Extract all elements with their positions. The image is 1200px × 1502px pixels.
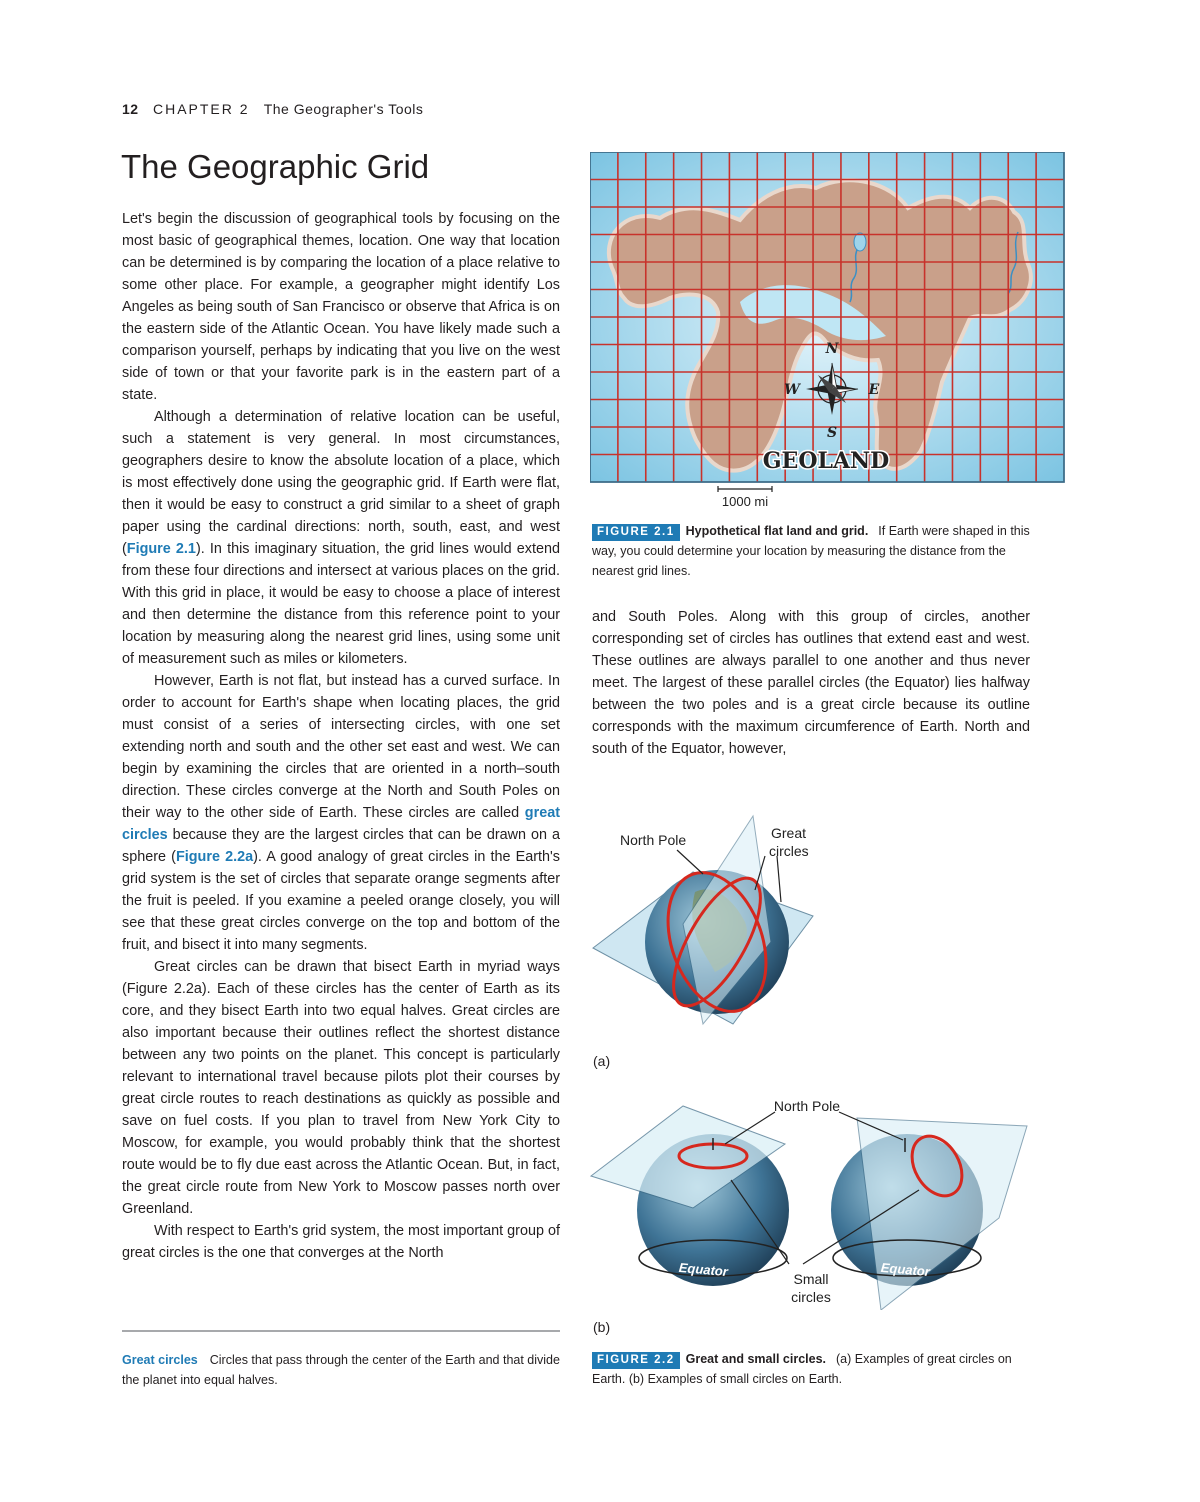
compass-s: S (826, 425, 838, 441)
figure-2-1-caption (592, 521, 1032, 581)
main-text-column (122, 208, 560, 1264)
paragraph-2: Although a determination of relative location can be useful, such a statement is very general. In most circumstances, geographers desire to know the absolute location of a place, which is most effectively done using the geographic grid. If Earth were flat, then it would be easy to construct a grid similar to a sheet of graph paper using the cardinal directions: north, south, east, and west (Figure 2.1). In this imaginary situation, the grid lines would extend from these four directions and intersect at various places on the grid. With this grid in place, it would be easy to choose a place of interest and then determine the distance from this reference point to your location by measuring along the nearest grid lines, using some unit of measurement such as miles or kilometers. (122, 409, 560, 667)
glossary-entry (122, 1350, 560, 1390)
paragraph-1: Let's begin the discussion of geographical tools by focusing on the most basic of geographical themes, location. One way that location can be determined is by comparing the location of a place relative to some other place. For example, a geographer might identify Los Angeles as being south of San Francisco or observe that Africa is on the eastern side of the Atlantic Ocean. You have likely made such a comparison yourself, perhaps by indicating that you live on the west side of town or that your favorite park is in the eastern part of a state. (122, 211, 560, 403)
small-label-line1: Small (793, 1271, 829, 1287)
figure-2-2-label: FIGURE 2.2 (592, 1352, 680, 1369)
small-label-line2: circles (791, 1289, 831, 1305)
plane-right (857, 1118, 1027, 1310)
scale-bar (718, 486, 772, 492)
running-header (122, 101, 423, 117)
figure-2-2-caption (592, 1349, 1032, 1389)
great-label-line1: Great (771, 825, 807, 841)
small-circles-globes (585, 1090, 1035, 1310)
compass-e: E (868, 382, 880, 398)
paragraph-4: Great circles can be drawn that bisect Earth in myriad ways (Figure 2.2a). Each of these circles has the center of Earth as its core, and they bisect Earth into two equal halves. Great circles are also important because their outlines reflect the shortest distance between any two points on the planet. This concept is particularly relevant to international travel because pilots plot their courses by great circle routes to reach destinations as quickly as possible and save on fuel costs. If you plan to travel from New York City to Moscow, for example, you would probably think that the shortest route would be to fly due east across the Atlantic Ocean. But, in fact, the great circle route from New York to Moscow passes north over Greenland. (122, 959, 560, 1217)
geoland-map (590, 152, 1066, 512)
panel-a-label: (a) (593, 1053, 611, 1069)
glossary-divider (122, 1330, 560, 1332)
page-number: 12 (122, 101, 139, 117)
lake (854, 233, 866, 251)
great-circles-globe (585, 812, 845, 1042)
figure-2-1-link[interactable]: Figure 2.1 (126, 541, 196, 557)
equator-label-right: Equator (880, 1259, 931, 1280)
figure-2-1-label: FIGURE 2.1 (592, 524, 680, 541)
panel-b-label: (b) (593, 1319, 611, 1335)
north-pole-label-a: North Pole (620, 832, 687, 848)
paragraph-3: However, Earth is not flat, but instead has a curved surface. In order to account for Earth's shape when locating places, the grid must consist of a series of intersecting circles, with one set extending north and south and the other set east and west. We can begin by examining the circles that are oriented in a north–south direction. These circles converge at the North and South Poles on their way to the other side of Earth. These circles are called great circles because they are the largest circles that can be drawn on a sphere (Figure 2.2a). A good analogy of great circles in the Earth's grid system is the set of circles that separate orange segments after the fruit is peeled. If you examine a peeled orange closely, you will see that these great circles converge on the top and bottom of the fruit, and bisect it into many segments. (122, 673, 560, 953)
map-name: GEOLAND (762, 448, 890, 474)
great-circles-term[interactable]: great circles (122, 805, 560, 843)
glossary-term: Great circles (122, 1353, 198, 1367)
glossary-definition: Circles that pass through the center of the Earth and that divide the planet into equal halves. (122, 1353, 560, 1387)
right-text-column (592, 606, 1030, 760)
compass-w: W (784, 382, 800, 398)
great-label-line2: circles (769, 843, 809, 859)
great-circles-pointer-2 (777, 856, 781, 902)
chapter-label: CHAPTER 2 (152, 101, 250, 117)
chapter-title: The Geographer's Tools (263, 101, 424, 117)
figure-2-1-title: Hypothetical flat land and grid. (685, 524, 869, 538)
scale-label: 1000 mi (721, 494, 769, 509)
paragraph-5: With respect to Earth's grid system, the most important group of great circles is the one that converges at the North (122, 1223, 560, 1261)
figure-2-2-title: Great and small circles. (685, 1352, 826, 1366)
section-title: The Geographic Grid (121, 148, 430, 185)
north-pole-label-b: North Pole (773, 1098, 841, 1114)
figure-2-2a-link[interactable]: Figure 2.2a (175, 849, 254, 865)
compass-n: N (825, 341, 839, 357)
figure-2-1-text: If Earth were shaped in this way, you could determine your location by measuring the distance from the nearest grid lines. (592, 524, 1030, 578)
figure-2-2-text: (a) Examples of great circles on Earth. (b) Examples of small circles on Earth. (592, 1352, 1012, 1386)
equator-label-left: Equator (678, 1259, 729, 1280)
north-pole-pointer (677, 850, 703, 874)
paragraph-right: and South Poles. Along with this group of circles, another corresponding set of circles has outlines that extend east and west. These outlines are always parallel to one another and thus never meet. The largest of these parallel circles (the Equator) lies halfway between the two poles and is a great circle because its outline corresponds with the maximum circumference of Earth. North and south of the Equator, however, (592, 609, 1030, 757)
